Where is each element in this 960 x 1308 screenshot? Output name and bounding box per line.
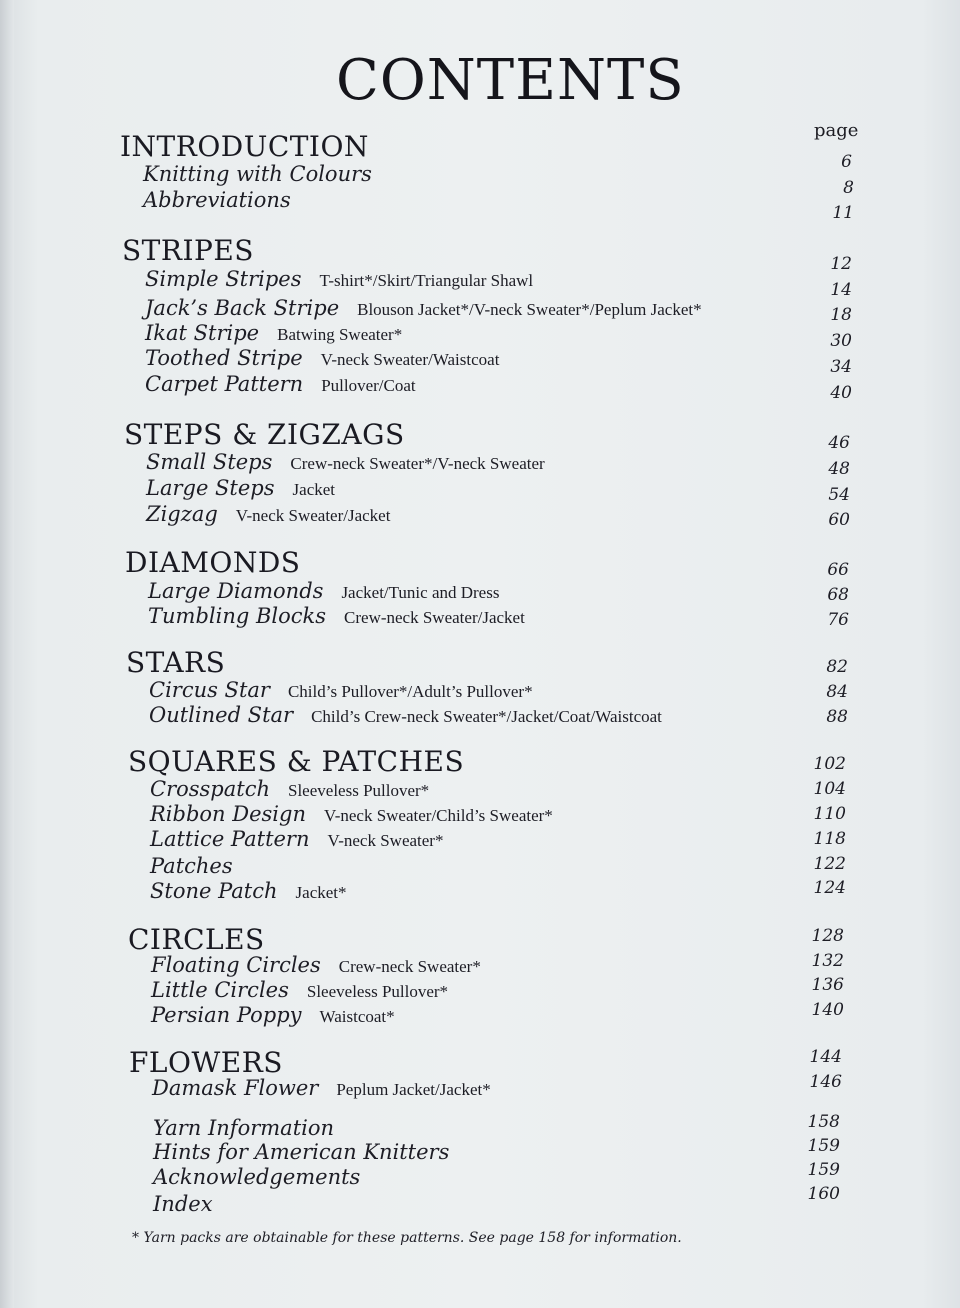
entry-title: Little Circles: [151, 978, 289, 1002]
entry-title: Knitting with Colours: [143, 162, 372, 186]
entry-title: Carpet Pattern: [145, 372, 304, 396]
page-number: 136: [811, 975, 844, 995]
entry-garments: Peplum Jacket/Jacket*: [336, 1080, 491, 1099]
entry-title: Hints for American Knitters: [153, 1140, 450, 1164]
entry-title: Jack’s Back Stripe: [145, 296, 340, 320]
page-number: 159: [807, 1136, 840, 1156]
entry-garments: V-neck Sweater*: [327, 831, 444, 850]
entry-garments: Crew-neck Sweater*: [338, 957, 481, 976]
section-heading-circles: CIRCLES: [128, 923, 265, 956]
toc-entry[interactable]: [143, 188, 291, 212]
entry-title: Simple Stripes: [145, 267, 302, 291]
toc-entry[interactable]: [143, 162, 372, 186]
entry-title: Ribbon Design: [150, 802, 306, 826]
page-number: 88: [826, 707, 848, 727]
page-number: 76: [827, 610, 849, 630]
toc-entry[interactable]: [150, 879, 347, 903]
entry-title: Stone Patch: [150, 879, 278, 903]
toc-entry[interactable]: [150, 777, 429, 801]
page-number: 68: [827, 585, 849, 605]
page-title: CONTENTS: [336, 48, 685, 113]
entry-title: Lattice Pattern: [150, 827, 310, 851]
page-number: 34: [830, 357, 852, 377]
footnote: * Yarn packs are obtainable for these patterns. See page 158 for information.: [132, 1230, 682, 1246]
page-number: 40: [830, 383, 852, 403]
entry-title: Small Steps: [146, 450, 273, 474]
page-number: 11: [832, 203, 854, 223]
section-heading-introduction: INTRODUCTION: [120, 130, 369, 163]
entry-title: Floating Circles: [151, 953, 321, 977]
toc-entry[interactable]: [153, 1116, 334, 1140]
toc-entry[interactable]: [145, 267, 533, 291]
section-heading-stripes: STRIPES: [122, 234, 254, 267]
page-number: 102: [813, 754, 846, 774]
page-number: 46: [828, 433, 850, 453]
entry-garments: Batwing Sweater*: [277, 325, 403, 344]
page-number: 160: [807, 1184, 840, 1204]
toc-entry[interactable]: [145, 372, 416, 396]
toc-entry[interactable]: [151, 978, 448, 1002]
page-number: 104: [813, 779, 846, 799]
toc-entry[interactable]: [150, 802, 553, 826]
page-number: 128: [811, 926, 844, 946]
page-number: 8: [843, 178, 854, 198]
entry-title: Persian Poppy: [151, 1003, 302, 1027]
page-number: 82: [826, 657, 848, 677]
page-number: 122: [813, 854, 846, 874]
page-number: 6: [841, 152, 852, 172]
page-number: 60: [828, 510, 850, 530]
page-spine-shadow: [0, 0, 14, 1308]
toc-entry[interactable]: [150, 854, 233, 878]
section-heading-flowers: FLOWERS: [129, 1046, 283, 1079]
entry-garments: Sleeveless Pullover*: [288, 781, 430, 800]
entry-garments: Pullover/Coat: [321, 376, 416, 395]
entry-title: Toothed Stripe: [145, 346, 303, 370]
page-number: 158: [807, 1112, 840, 1132]
page-column-label: page: [814, 120, 859, 141]
toc-entry[interactable]: [145, 321, 402, 345]
entry-garments: Crew-neck Sweater*/V-neck Sweater: [290, 454, 545, 473]
toc-entry[interactable]: [151, 953, 481, 977]
section-heading-stars: STARS: [126, 646, 226, 679]
entry-title: Ikat Stripe: [145, 321, 260, 345]
page-number: 12: [830, 254, 852, 274]
toc-entry[interactable]: [153, 1192, 213, 1216]
page-number: 118: [813, 829, 846, 849]
entry-title: Large Steps: [146, 476, 275, 500]
page-number: 124: [813, 878, 846, 898]
toc-entry[interactable]: [151, 1003, 395, 1027]
entry-title: Patches: [150, 854, 233, 878]
entry-garments: Jacket: [292, 480, 336, 499]
page-number: 146: [809, 1072, 842, 1092]
entry-garments: V-neck Sweater/Jacket: [235, 506, 391, 525]
page-number: 14: [830, 280, 852, 300]
entry-garments: Waistcoat*: [319, 1007, 395, 1026]
section-heading-diamonds: DIAMONDS: [125, 546, 301, 579]
entry-garments: T-shirt*/Skirt/Triangular Shawl: [319, 271, 534, 290]
section-heading-squares-patches: SQUARES & PATCHES: [128, 745, 465, 778]
entry-title: Circus Star: [149, 678, 270, 702]
toc-entry[interactable]: [150, 827, 443, 851]
entry-garments: Blouson Jacket*/V-neck Sweater*/Peplum Jacket*: [357, 300, 702, 319]
toc-entry[interactable]: [148, 604, 525, 628]
page-number: 30: [830, 331, 852, 351]
entry-title: Acknowledgements: [153, 1165, 361, 1189]
page-number: 66: [827, 560, 849, 580]
entry-garments: Child’s Pullover*/Adult’s Pullover*: [287, 682, 533, 701]
entry-title: Zigzag: [146, 502, 218, 526]
toc-entry[interactable]: [152, 1076, 491, 1100]
toc-entry[interactable]: [145, 346, 499, 370]
entry-title: Large Diamonds: [148, 579, 324, 603]
page-number: 132: [811, 951, 844, 971]
entry-garments: Jacket/Tunic and Dress: [341, 583, 500, 602]
entry-title: Crosspatch: [150, 777, 270, 801]
entry-title: Tumbling Blocks: [148, 604, 327, 628]
page-number: 159: [807, 1160, 840, 1180]
page-number: 140: [811, 1000, 844, 1020]
toc-entry[interactable]: [149, 678, 533, 702]
entry-title: Index: [153, 1192, 213, 1216]
page-number: 144: [809, 1047, 842, 1067]
page-number: 110: [813, 804, 846, 824]
section-heading-steps-zigzags: STEPS & ZIGZAGS: [124, 418, 405, 451]
toc-entry[interactable]: [146, 502, 390, 526]
entry-garments: Jacket*: [295, 883, 347, 902]
entry-title: Yarn Information: [153, 1116, 335, 1140]
page-number: 18: [830, 305, 852, 325]
toc-entry[interactable]: [149, 703, 662, 727]
entry-garments: Crew-neck Sweater/Jacket: [344, 608, 525, 627]
toc-entry[interactable]: [146, 476, 335, 500]
toc-entry[interactable]: [153, 1140, 449, 1164]
toc-entry[interactable]: [145, 296, 702, 320]
entry-title: Abbreviations: [143, 188, 291, 212]
page-number: 84: [826, 682, 848, 702]
toc-entry[interactable]: [146, 450, 545, 474]
entry-title: Outlined Star: [149, 703, 294, 727]
entry-title: Damask Flower: [152, 1076, 319, 1100]
entry-garments: Sleeveless Pullover*: [306, 982, 449, 1001]
entry-garments: V-neck Sweater/Waistcoat: [320, 350, 500, 369]
entry-garments: Child’s Crew-neck Sweater*/Jacket/Coat/Waistcoat: [311, 707, 662, 726]
page-number: 48: [828, 459, 850, 479]
page-number: 54: [828, 485, 850, 505]
entry-garments: V-neck Sweater/Child’s Sweater*: [323, 806, 553, 825]
toc-entry[interactable]: [153, 1165, 360, 1189]
toc-entry[interactable]: [148, 579, 499, 603]
